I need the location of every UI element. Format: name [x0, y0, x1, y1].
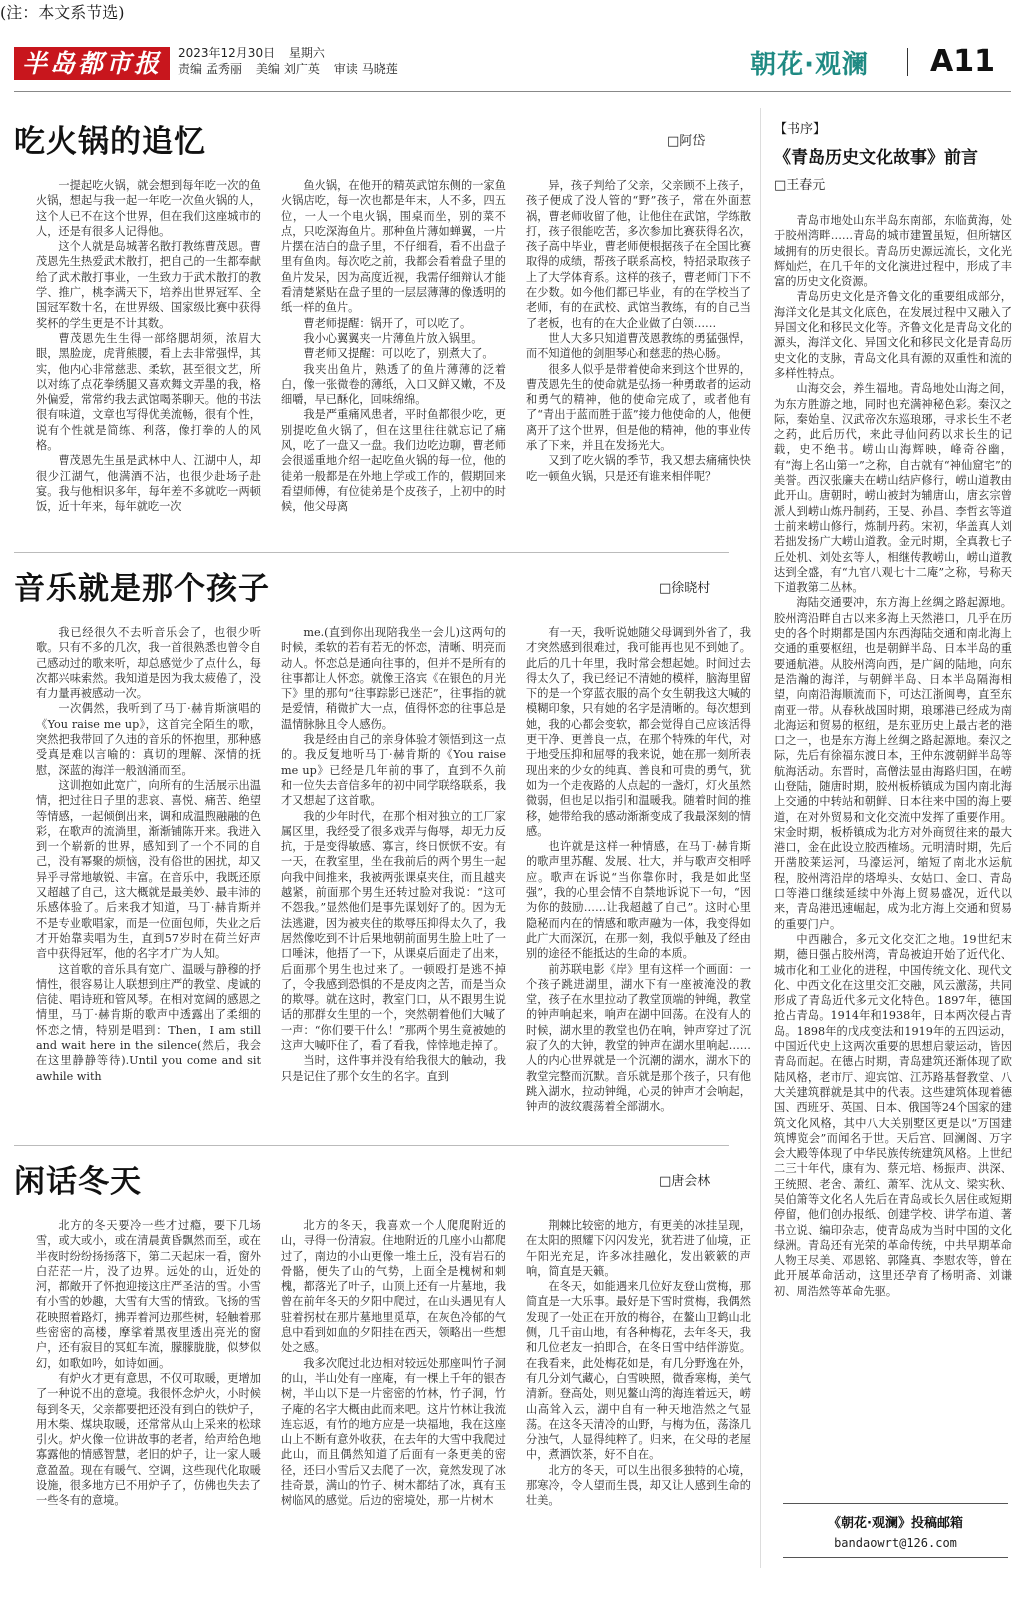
paragraph: 我多次爬过北边相对较远处那座叫竹子洞的山，半山处有一座庵，有一棵上千年的银杏树，半山以下是一片密密的竹林，竹子洞，竹子庵的名字大概由此而来吧。这片竹林让我流连忘返，有竹的地方应是一块福地，我在这座山上不断有意外收获，在去年的大雪中我爬过此山，而且偶然知道了后面有一条更美的密径，还曰小雪后又去爬了一次，竟然发现了冰挂奇景，满山的竹子、树木都结了冰，真有玉树临风的感觉。后边的密境处，那一片树木	[281, 1356, 506, 1508]
paragraph: 世人大多只知道曹茂恩教练的勇猛强悍，而不知道他的剑胆琴心和慈悲的热心肠。	[526, 331, 751, 361]
designer-label: 美编	[255, 62, 280, 76]
header-rule	[14, 91, 1011, 92]
article-column	[36, 625, 261, 1130]
paragraph: 前苏联电影《岸》里有这样一个画面：一个孩子跳进湖里，湖水下有一座被淹没的教堂，孩子在水里拉动了教堂顶端的钟绳，教堂的钟声响起来，响声在湖中回荡。在没有人的时候，湖水里的教堂也仍在响，钟声穿过了沉寂了久的大钟，教堂的钟声在湖水里响起……人的内心世界就是一个沉潮的湖水，湖水下的教堂完整而沉默。音乐就是那个孩子，只有他跳入湖水，拉动钟绳，心灵的钟声才会响起，钟声的波纹震荡着全部湖水。	[526, 962, 751, 1114]
paragraph: 青岛市地处山东半岛东南部，东临黄海，处于胶州湾畔……青岛的城市建置虽短，但所辖区域拥有的历史很长。青岛历史源远流长，文化光辉灿烂，在几千年的文化演进过程中，形成了丰富的历史文化资源。	[774, 214, 1012, 289]
paragraph: 曹茂恩先生生得一部络腮胡须，浓眉大眼，黑脸庞，虎背熊腰，看上去非常强悍，其实，他内心非常慈悲、柔软，甚至很文艺，所以对练了点花拳绣腿又喜欢舞文弄墨的我，格外偏爱，常常约我去武馆喝茶聊天。他的书法很有味道，文章也写得优美流畅，很有个性，说有个性就是简练、利落，像打拳的人的风格。	[36, 331, 261, 453]
submission-mailbox	[783, 1503, 1008, 1558]
paragraph: 山海交会，养生福地。青岛地处山海之间，为东方胜游之地，同时也充满神秘色彩。秦汉之际，秦始皇、汉武帝次东巡琅琊，寻求长生不老之药，此后历代，来此寻仙问药以求长生的记载，史不绝书。崂山山海辉映，峰奇谷幽，有“海上名山第一”之称，自古就有“神仙窟宅”的美誉。西汉张廉夫在崂山结庐修行，崂山道教由此开山。唐朝时，崂山被封为辅唐山，唐玄宗曾派人到崂山炼丹制药，王旻、孙昌、李哲玄等道士前来崂山修行，炼制丹药。宋初，华盖真人刘若拙发扬广大崂山道教。金元时期，全真教七子丘处机、刘处玄等人，相继传教崂山，崂山道教达到全盛，有“九官八观七十二庵”之称，号称天下道教第二丛林。	[774, 382, 1012, 595]
article-body	[36, 178, 751, 533]
paragraph: 又到了吃火锅的季节，我又想去痛痛快快吃一顿鱼火锅，只是还有谁来相伴呢？	[526, 454, 751, 483]
section-name: 朝花·观澜	[750, 50, 869, 80]
newspaper-logo: 半岛都市报	[14, 47, 170, 80]
paragraph: 有一天，我听说她随父母调到外省了，我才突然感到很难过，我可能再也见不到她了。此后的几十年里，我时常会想起她。时间过去得太久了，我已经记不清她的模样，脑海里留下的是一个穿蓝衣服的高个女生朝我这大喊的模糊印象，只有她的名字是清晰的。每次想到她，我的心都会变软，都会觉得自己应该活得更干净、更善良一点，在那个特殊的年代，对于地受压抑和屈辱的我来说，她在那一刻所表现出来的少女的纯真、善良和可贵的勇气，犹如为一个走夜路的人点起的一盏灯，灯火虽然微弱，但也足以指引和温暖我。随着时间的推移，她带给我的感动渐渐变成了我最深刻的情感。	[526, 626, 751, 838]
paragraph: 我的少年时代，在那个相对独立的工厂家属区里，我经受了很多戏弄与侮辱，却无力反抗，于是变得敏感、寡言，终日恹恹不安。有一天，在教室里，坐在我前后的两个男生一起向我中间推来，我被两张课桌夹住，而且越夹越紧，前面那个男生还转过脸对我说：“这可不怨我。”显然他们是事先谋划好了的。因为无法逃避，因为被夹住的欺辱压抑得太久了，我居然像吃到不计后果地朝前面男生脸上吐了一口唾沫，他捂了一下，从课桌后面走了出来，后面那个男生也过来了。一顿殴打是逃不掉了，令我感到恐惧的不是皮肉之苦，而是当众的欺辱。就在这时，教室门口，从不跟男生说话的那群女生里的一个，突然朝着他们大喊了一声：“你们要干什么！”那两个男生竟被她的这声大喊吓住了，看了看我，悻悻地走掉了。	[281, 809, 506, 1053]
article-column	[36, 178, 261, 533]
article-column	[281, 178, 506, 533]
paragraph: me.(直到你出现陪我坐一会儿)这两句的时候，柔软的若有若无的怀恋，清晰、明亮而动人。怀恋总是通向往事的，但并不是所有的往事都让人怀恋。就像王洛宾《在银色的月光下》里的那句“往事踪影已迷茫”，往事指的就是爱情，稍微扩大一点，值得怀恋的往事总是温情脉脉且令人感伤。	[281, 626, 506, 731]
sidebar-title: 《青岛历史文化故事》前言	[774, 148, 978, 168]
article-column	[36, 1218, 261, 1598]
paragraph: 我小心翼翼夹一片薄鱼片放入锅里。	[303, 331, 483, 345]
paragraph: 曹茂恩先生虽是武林中人、江湖中人，却很少江湖气，他满酒不沾，也很少赴场子赴宴。我与他相识多年，每年差不多就吃一两顿饭，近十年来，每年就吃一次	[36, 454, 261, 514]
paragraph: 有炉火才更有意思，不仅可取暖，更增加了一种说不出的意境。我很怀念炉火，小时候每到冬天，父亲都要把还没有到白的铁炉子，用木柴、煤块取暖，还常常从山上采来的松球引火。炉火像一位讲故事的老者，给声给色地寡露他的情感智慧，老旧的炉子，让一家人暖意盈盈。现在有暖气、空调，这些现代化取暖设施，很多地方已不用炉子了，仿佛也失去了一些冬有的意境。	[36, 1371, 261, 1508]
sidebar-article	[774, 112, 1012, 1453]
article-hotpot	[14, 116, 751, 536]
editor-label: 责编	[178, 62, 203, 76]
paragraph: 当时，这件事并没有给我很大的触动，我只是记住了那个女生的名字。直到	[281, 1054, 506, 1083]
article-title: 吃火锅的追忆	[14, 124, 206, 160]
article-winter	[14, 1156, 751, 1596]
mailbox-title: 《朝花·观澜》投稿邮箱	[828, 1516, 963, 1531]
reviewer-label: 审读	[333, 62, 358, 76]
article-body	[36, 625, 751, 1130]
article-column	[526, 1218, 751, 1598]
paragraph: 我是经由自己的亲身体验才领悟到这一点的。我反复地听马丁·赫肯斯的《You raise me up》已经是几年前的事了，直到不久前和一位失去音信多年的初中同学联络联系，我才又想起了这首歌。	[281, 733, 506, 808]
paragraph: 也许就是这样一种情感，在马丁·赫肯斯的歌声里苏醒、发展、壮大，并与歌声交相呼应。歌声在诉说“当你靠你时，我是如此坚强”，我的心里会情不自禁地诉说下一句，“因为你的鼓励……让我超越了自己”。这时心里隐秘而内在的情感和歌声融为一体，我变得如此广大而深沉，在那一刻，我似乎触及了经由别的途径不能抵达的生命的本质。	[526, 840, 751, 961]
issue-weekday: 星期六	[288, 46, 325, 60]
page-header	[0, 0, 1024, 105]
article-divider	[14, 552, 729, 553]
paragraph: 海陆交通要冲，东方海上丝绸之路起源地。胶州湾沿畔自古以来多海上天然港口，几乎在历史的各个时期都是国内东西海陆交通和南北海上交通的重要枢纽，也是朝鲜半岛、日本半岛的重要通航港。从胶州湾向西，是广阔的陆地，向东是浩瀚的海洋，与朝鲜半岛、日本半岛隔海相望，向南沿海顺流而下，可达江浙闽粤，直至东南亚一带。从春秋战国时期，琅琊港已经成为南北海运和贸易的枢纽，是东亚历史上最古老的港口之一，也是东方海上丝绸之路起源地。秦汉之际，先后有徐福东渡日本，王仲东渡朝鲜半岛等航海活动。东晋时，高僧法显由海路归国，在崂山登陆，随唐时期，胶州板桥镇成为国内南北海上交通的中转站和朝鲜、日本往来中国的海上要道，在对外贸易和文化交流中发挥了重要作用。宋金时期，板桥镇成为北方对外商贸往来的最大港口，金在此设立胶西榷场。元明清时期，先后开凿胶莱运河，马濠运河，缩短了南北水运航程，胶州湾沿岸的塔埠头、女姑口、金口、青岛口等港口继续延续中外海上贸易盛况，近代以来，青岛港迅速崛起，成为北方海上交通和贸易的重要门户。	[774, 596, 1012, 931]
article-column	[281, 625, 506, 1130]
paragraph: 青岛历史文化是齐鲁文化的重要组成部分，海洋文化是其文化底色，在发展过程中又融入了异国文化和移民文化等。齐鲁文化是青岛文化的源头，海洋文化、异国文化和移民文化是青岛历史文化的支脉，青岛文化具有源的双重性和流的多样性特点。	[774, 290, 1012, 380]
designer-name: 刘广英	[283, 62, 320, 76]
article-music	[14, 563, 751, 1133]
paragraph: 我是严重痛风患者，平时鱼都很少吃，更别提吃鱼火锅了，但在这里往往就忘记了痛风，吃了一盘又一盘。我们边吃边聊，曹老师会很遥重地介绍一起吃鱼火锅的每一位，他的徒弟一般都是在外地上学或工作的，假期回来看望师傅，有位徒弟是个皮孩子，上初中的时候，他父母离	[281, 408, 506, 514]
paragraph: 这首歌的音乐具有宽广、温暖与静穆的抒情性，很容易让人联想到庄严的教堂、虔诚的信徒、唱诗班和管风琴。在相对宽阔的感恩之情里，马丁·赫肯斯的歌声中透露出了柔细的怀恋之情，特别是唱到：Then，I am still and wait here in the silence(然后，我会在这里静静等待).Until you come and sit awhile with	[36, 962, 261, 1083]
sidebar-author: □王春元	[774, 178, 826, 193]
article-column	[526, 625, 751, 1130]
article-byline: □徐晓村	[659, 581, 711, 596]
reviewer-name: 马晓莲	[361, 62, 398, 76]
paragraph: 在冬天，如能遇来几位好友登山赏梅，那简直是一大乐事。最好是下雪时赏梅，我偶然发现了一处正在开放的梅谷，在鳌山卫鹤山北侧，几千亩山地，有各种梅花，去年冬天，我和几位老友一拍即合，在冬日雪中结伴游览。在我看来，此处梅花如是，有几分野逸在外，有几分刘气藏心，白雪映照，微香寒梅，美气清新。登高处，则见鳌山湾的海连着远天，崂山高耸入云，湖中自有一种天地浩然之气显荡。在这冬天清冷的山野，与梅为伍，荡涤几分浊气，人显得纯粹了。归来，在父母的老屋中，煮酒饮茶，好不自在。	[526, 1280, 751, 1462]
page-number: A11	[930, 44, 995, 79]
paragraph: 北方的冬天，可以生出很多独特的心境，那寒冷，令人望而生畏，却又让人感到生命的壮美。	[526, 1463, 751, 1508]
article-title: 音乐就是那个孩子	[14, 571, 270, 607]
paragraph: 曹老师提醒：锅开了，可以吃了。	[303, 316, 472, 330]
excerpt-note: (注：本文系节选)	[0, 3, 125, 22]
paragraph: 很多人似乎是带着使命来到这个世界的，曹茂恩先生的使命就是弘扬一种勇敢者的运动和勇气的精神，他的使命完成了，或者他有了“青出于蓝而胜于蓝”接力他使命的人，他便离开了这个世界，但是他的精神，他的事业传承了下来，并且在发扬光大。	[526, 362, 751, 453]
paragraph: 我已经很久不去听音乐会了，也很少听歌。只有不多的几次，我一首很熟悉也曾令自己感动过的歌来听，却总感觉少了点什么，每次都兴味索然。我知道是因为我太疲倦了，没有力量再被感动一次。	[36, 626, 261, 701]
article-column	[526, 178, 751, 533]
issue-date: 2023年12月30日	[178, 46, 276, 60]
article-byline: □阿岱	[667, 134, 706, 149]
paragraph: 这训抱如此宽广，向所有的生活展示出温情，把过往日子里的悲哀、喜悦、痛苦、绝望等情感，一起倾倒出来，调和成温煦融融的色彩，在歌声的流淌里，渐渐铺陈开来。我进入到一个崭新的世界，感知到了一个不同的自己，没有幂聚的烦恼，没有俗世的困扰，却又异乎寻常地敏锐、丰富。在音乐中，我既还原又超越了自己，这大概就是最美妙、最丰沛的乐感体验了。后来我才知道，马丁·赫肯斯并不是专业歌唱家，而是一位面包师，失业之后才开始靠卖唱为生，直到57岁时在荷兰好声音中获得冠军，他的名字才广为人知。	[36, 778, 261, 961]
article-title: 闲话冬天	[14, 1164, 142, 1200]
sidebar-tag: 【书序】	[774, 122, 827, 137]
issue-meta	[178, 45, 408, 77]
mailbox-email[interactable]: bandaowrt@126.com	[834, 1536, 957, 1550]
paragraph: 这个人就是岛城著名散打教练曹茂恩。曹茂恩先生热爱武术散打，把自己的一生都奉献给了武术散打事业，一生致力于武术散打的教学、推广，桃李满天下，培养出世界冠军、全国冠军数十名，在世界级、国家级比赛中获得奖杯的学生更是不计其数。	[36, 240, 261, 330]
paragraph: 曹老师又提醒：可以吃了，别煮大了。	[303, 347, 494, 361]
sidebar-divider	[760, 108, 761, 1568]
paragraph: 一提起吃火锅，就会想到每年吃一次的鱼火锅，想起与我一起一年吃一次鱼火锅的人，这个人已不在这个世界，但在我们这座城市的人，还是有很多人记得他。	[36, 179, 261, 238]
article-byline: □唐会林	[659, 1174, 711, 1189]
paragraph: 中西融合，多元文化交汇之地。19世纪末期，德日强占胶州湾，青岛被迫开始了近代化、城市化和工业化的进程，中国传统文化、现代文化、中西文化在这里交汇交融，风云激荡，共同形成了青岛近代多元文化特色。1897年，德国抢占青岛。1914年和1938年，日本两次侵占青岛。1898年的戊戌变法和1919年的五四运动，中国近代史上这两次重要的思想启蒙运动，皆因青岛而起。在德占时期，青岛建筑还渐体现了欧陆风格，老市厅、迎宾馆、江苏路基督教堂、八大关建筑群就是其中的代表。这些建筑体现着德国、西班牙、英国、日本、俄国等24个国家的建筑文化风格，其中八大关别墅区更是以“万国建筑博览会”而闻名于世。天后宫、回澜阁、万字会大殿等体现了中华民族传统建筑风格。上世纪二三十年代，康有为、蔡元培、杨振声、洪深、王统照、老舍、萧红、萧军、沈从文、梁实秋、吴伯箫等文化名人先后在青岛或长久居住或短期停留，他们创办报纸、创建学校、讲学布道、著书立说、编印杂志，使青岛成为当时中国的文化绿洲。青岛还有光荣的革命传统，中共早期革命人物王尽美、邓恩铭、郭隆真、李慰农等，曾在此开展革命活动，这里还孕育了杨明斋、刘谦初、周浩然等革命先驱。	[774, 932, 1012, 1298]
article-divider	[14, 1145, 729, 1146]
paragraph: 北方的冬天要冷一些才过瘾，要下几场雪，或大或小，或在清晨黄昏飘然而至，或在半夜时纷纷扬扬落下，第二天起床一看，窗外白茫茫一片，没了边界。远处的山，近处的河，都敞开了怀抱迎接这庄严圣洁的雪。小雪有小雪的妙趣，大雪有大雪的情致。飞扬的雪花映照着路灯，拂弄着河边那些树，轻触着那些密密的高楼，摩挲着黑夜里透出亮光的窗户，还有寂目的冥虹车流，朦朦胧胧，似梦似幻，如歌如吟，如诗如画。	[36, 1219, 261, 1370]
paragraph: 我夹出鱼片，熟透了的鱼片薄薄的泛着白，像一张微卷的薄纸，入口又鲜又嫩，不及细嚼，早已酥化，回味绵绵。	[281, 362, 506, 407]
editor-name: 孟秀丽	[206, 62, 243, 76]
paragraph: 异，孩子判给了父亲，父亲顾不上孩子，孩子便成了没人管的“野”孩子，常在外面惹祸，曹老师收留了他，让他住在武馆，学练散打，孩子很能吃苦，多次参加比赛获得名次，孩子高中毕业，曹老师便根据孩子在全国比赛取得的成绩，帮孩子联系高校，特招录取孩子上了大学体育系。这样的孩子，曹老师门下不在少数。如今他们都已毕业，有的在学校当了老师，有的在武校、武馆当教练，有的自己当了老板，也有的在大企业做了白领……	[526, 179, 751, 330]
paragraph: 一次偶然，我听到了马丁·赫肯斯演唱的《You raise me up》，这首完全陌生的歌，突然把我带回了久违的音乐的怀抱里，那种感受真是难以言喻的：真切的理解、深情的抚慰，深蓝的海洋一般汹涌而至。	[36, 702, 261, 777]
sidebar-body	[774, 213, 1012, 1453]
header-divider	[907, 48, 908, 76]
article-body	[36, 1218, 751, 1598]
paragraph: 北方的冬天，我喜欢一个人爬爬附近的山，寻得一份清寂。住地附近的几座小山都爬过了，南边的小山更像一堆土丘，没有岩石的骨骼，便失了山的气势，上面全是槐树和刺槐，都落光了叶子，山顶上还有一片墓地，我曾在前年冬天的夕阳中爬过，在山头遇见有人驻着拐杖在那片墓地里觅草，在灰色冷郁的气息中看到如血的夕阳挂在西天，领略出一些想处之感。	[281, 1219, 506, 1355]
article-column	[281, 1218, 506, 1598]
paragraph: 荆棘比较密的地方，有更美的冰挂呈现，在太阳的照耀下闪闪发光，犹若进了仙境，正午阳光充足，许多冰挂融化，发出簌簌的声响，简直是天籁。	[526, 1219, 751, 1278]
paragraph: 鱼火锅，在他开的精英武馆东侧的一家鱼火锅店吃，每一次也都是年末，人不多，四五位，一人一个电火锅，围桌而坐，别的菜不点，只吃深海鱼片。那种鱼片薄如蝉翼，一片片摆在洁白的盘子里，不仔细看，看不出盘子里有鱼肉。每次吃之前，我都会看着盘子里的鱼片发呆，因为高度近视，我需仔细辩认才能看清楚紧贴在盘子里的一层层薄薄的像透明的纸一样的鱼片。	[281, 179, 506, 315]
